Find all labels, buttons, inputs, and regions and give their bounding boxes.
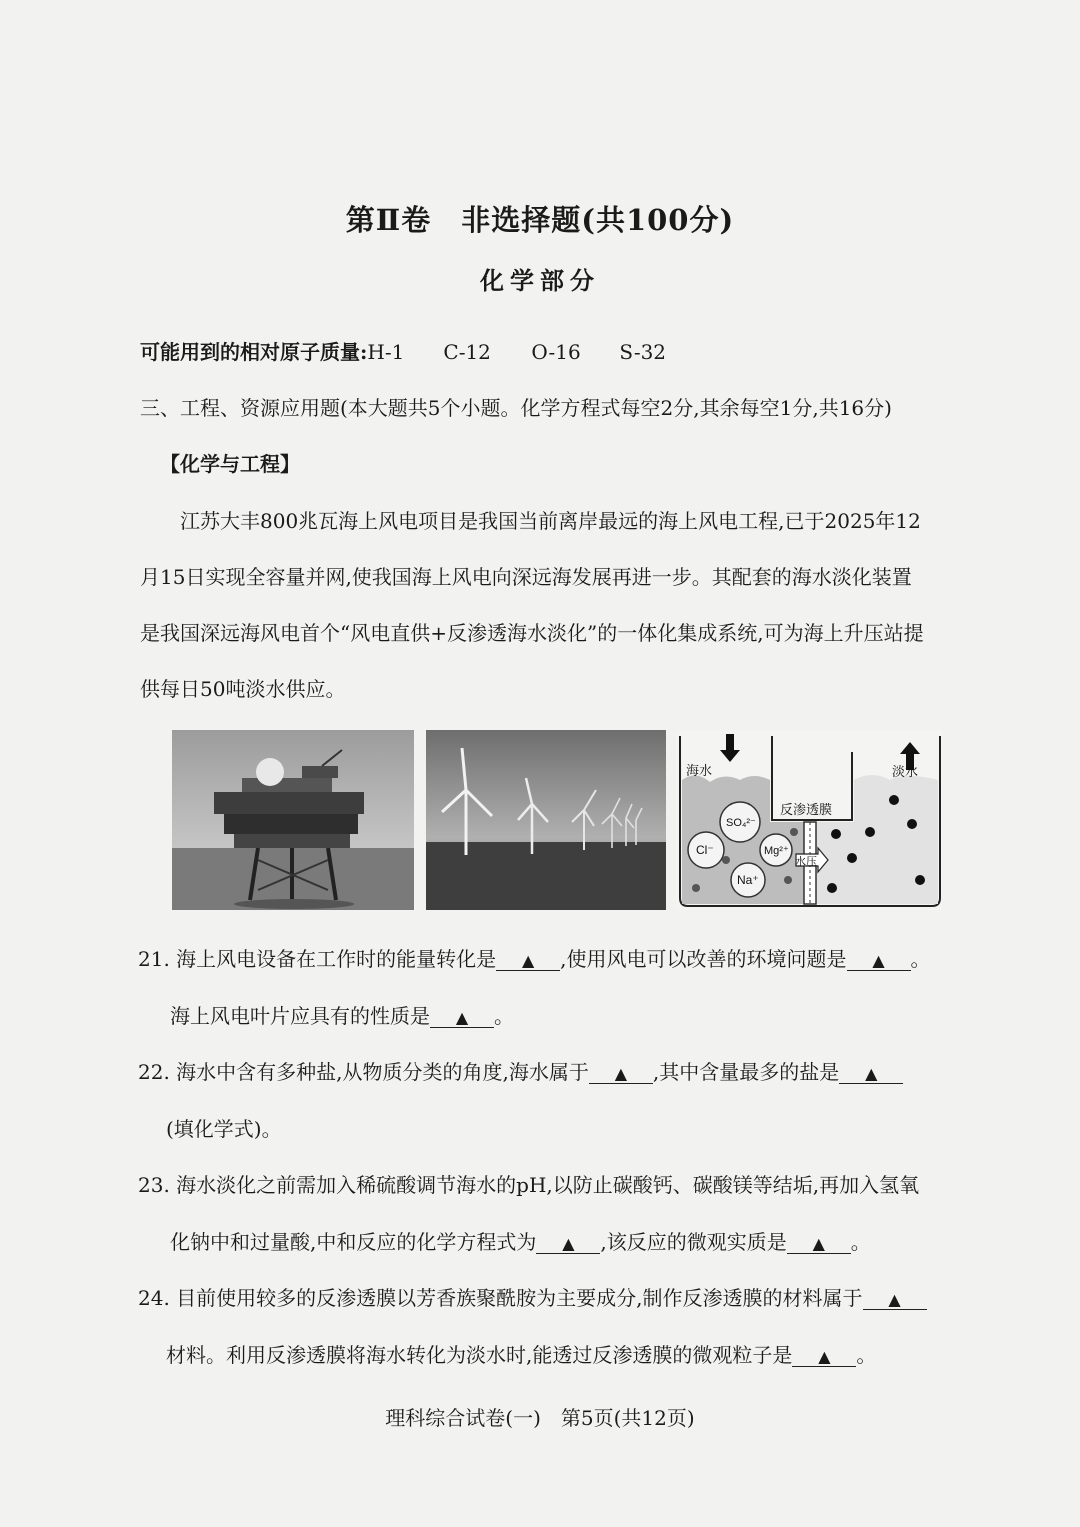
intro-line-2: 月15日实现全容量并网,使我国海上风电向深远海发展再进一步。其配套的海水淡化装置 <box>140 565 912 589</box>
magnesium-ion: Mg²⁺ <box>764 845 789 857</box>
pressure-label: 水压 <box>795 856 817 868</box>
membrane-label: 反渗透膜 <box>780 802 833 817</box>
figure-row <box>172 730 942 910</box>
q22-text-b: ,其中含量最多的盐是 <box>652 1060 840 1084</box>
sulfate-ion: SO₄²⁻ <box>726 817 756 829</box>
question-22-line-1 <box>138 1056 903 1085</box>
q23-text-c: 。 <box>850 1230 871 1254</box>
question-21-line-2 <box>170 1000 514 1029</box>
intro-line-1: 江苏大丰800兆瓦海上风电项目是我国当前离岸最远的海上风电工程,已于2025年12 <box>180 509 921 533</box>
q23-blank-2[interactable] <box>787 1231 851 1254</box>
page-title: 第Ⅱ卷 非选择题(共100分) <box>345 203 735 237</box>
q22-text-a: 22. 海水中含有多种盐,从物质分类的角度,海水属于 <box>138 1060 589 1084</box>
blank-marker: ▲ <box>562 1234 575 1253</box>
atomic-mass-label: 可能用到的相对原子质量: <box>140 340 368 364</box>
question-21-line-1 <box>138 943 931 972</box>
q21-blank-1[interactable] <box>496 948 560 971</box>
section-heading: 三、工程、资源应用题(本大题共5个小题。化学方程式每空2分,其余每空1分,共16分) <box>140 396 892 420</box>
atomic-mass-line <box>140 336 666 365</box>
blank-marker: ▲ <box>818 1347 831 1366</box>
offshore-platform-photo <box>172 730 414 910</box>
q22-blank-2[interactable] <box>839 1061 903 1084</box>
blank-marker: ▲ <box>872 951 885 970</box>
q24-text-c: 。 <box>856 1343 877 1367</box>
section-subtitle: 化学部分 <box>480 266 600 295</box>
q21-text-a: 21. 海上风电设备在工作时的能量转化是 <box>138 947 497 971</box>
question-23-line-2 <box>170 1226 871 1255</box>
q23-text-b: ,该反应的微观实质是 <box>600 1230 787 1254</box>
atomic-mass-s: S-32 <box>619 340 667 364</box>
intro-line-4: 供每日50吨淡水供应。 <box>140 677 346 701</box>
page-footer: 理科综合试卷(一) 第5页(共12页) <box>385 1406 695 1430</box>
q24-blank-1[interactable] <box>863 1287 927 1310</box>
q24-text-a: 24. 目前使用较多的反渗透膜以芳香族聚酰胺为主要成分,制作反渗透膜的材料属于 <box>138 1286 863 1310</box>
seawater-label: 海水 <box>686 763 713 778</box>
blank-marker: ▲ <box>812 1234 825 1253</box>
q21-text-d: 海上风电叶片应具有的性质是 <box>170 1004 430 1028</box>
question-24-line-1 <box>138 1282 927 1311</box>
q21-text-e: 。 <box>494 1004 514 1028</box>
intro-line-3: 是我国深远海风电首个“风电直供+反渗透海水淡化”的一体化集成系统,可为海上升压站提 <box>140 621 924 645</box>
atomic-mass-c: C-12 <box>443 340 491 364</box>
q23-blank-1[interactable] <box>536 1231 600 1254</box>
blank-marker: ▲ <box>522 951 535 970</box>
sodium-ion: Na⁺ <box>737 873 759 887</box>
freshwater-label: 淡水 <box>892 764 919 779</box>
wind-turbines-photo <box>426 730 666 910</box>
blank-marker: ▲ <box>614 1064 628 1083</box>
blank-marker: ▲ <box>455 1008 469 1027</box>
q22-blank-1[interactable] <box>589 1061 653 1084</box>
reverse-osmosis-diagram <box>676 730 942 910</box>
q24-blank-2[interactable] <box>792 1344 856 1367</box>
atomic-mass-o: O-16 <box>531 340 581 364</box>
q23-text-a: 化钠中和过量酸,中和反应的化学方程式为 <box>170 1230 537 1254</box>
question-23-line-1: 23. 海水淡化之前需加入稀硫酸调节海水的pH,以防止碳酸钙、碳酸镁等结垢,再加入氢氧 <box>138 1173 920 1197</box>
q21-blank-3[interactable] <box>430 1005 494 1028</box>
chloride-ion: Cl⁻ <box>696 843 714 857</box>
blank-marker: ▲ <box>888 1290 901 1309</box>
q21-blank-2[interactable] <box>847 948 911 971</box>
q21-text-b: ,使用风电可以改善的环境问题是 <box>560 947 847 971</box>
blank-marker: ▲ <box>865 1064 878 1083</box>
question-22-line-2: (填化学式)。 <box>166 1117 282 1141</box>
atomic-mass-h: H-1 <box>367 340 405 364</box>
q21-text-c: 。 <box>910 947 931 971</box>
section-tag: 【化学与工程】 <box>160 452 300 476</box>
question-24-line-2 <box>166 1339 876 1368</box>
q24-text-b: 材料。利用反渗透膜将海水转化为淡水时,能透过反渗透膜的微观粒子是 <box>166 1343 793 1367</box>
